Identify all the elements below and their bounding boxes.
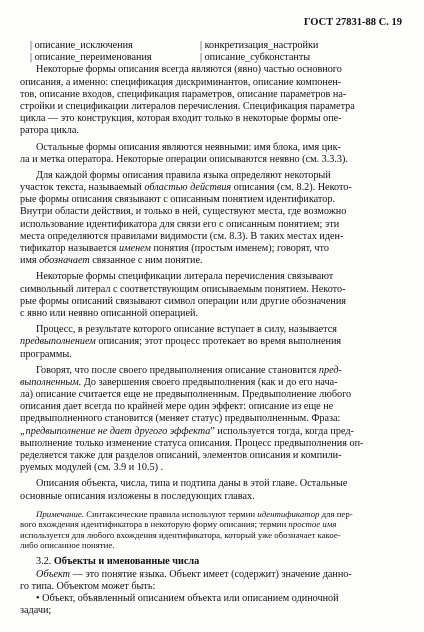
text-line: предвыполненного становится (меняет статус) предвыполненным. Фраза: <box>20 413 341 425</box>
italic-term: идентификатор <box>257 508 320 519</box>
footnote <box>20 509 405 551</box>
text-run: ” используется тогда, когда пред- <box>210 425 354 437</box>
text-line: Описания объекта, числа, типа и подтипа даны в этой главе. Остальные <box>36 478 348 490</box>
text-line: го типа. Объектом может быть: <box>20 580 156 592</box>
note-line <box>20 509 405 519</box>
italic-term: обозначает <box>39 255 90 267</box>
text-run: До завершения своего предвыполнения (как и до его нача- <box>81 376 338 388</box>
text-run: тификатор называется <box>20 243 119 254</box>
note-label: Примечание. <box>36 508 85 519</box>
text-line: Некоторые формы спецификации литерала перечисления связывают <box>36 271 334 283</box>
text-line: рые формы описаний связывают символ операции или другие обозначения <box>20 295 346 307</box>
text-run: описания (см. 8.2). Некото- <box>231 182 352 194</box>
text-line: руемых модулей (см. 3.9 и 10.5) . <box>20 462 164 474</box>
text-line: Внутри области действия, и только в ней, существуют места, где возможно <box>20 206 347 218</box>
text-line: места определяются правилами видимости (см. 8.3). В таких местах иден- <box>20 230 344 242</box>
text-line <box>20 243 405 255</box>
italic-term: Объект <box>36 568 71 580</box>
note-line <box>20 519 405 529</box>
syntax-cell: | описание_исключения <box>30 40 133 51</box>
note-line: используется для любого вхождения идентификатора, который уже обозначает какое- <box>20 529 341 540</box>
text-line <box>20 336 405 348</box>
text-line <box>20 377 405 389</box>
text-run: описания; этот процесс протекает во время выполнения <box>95 336 342 348</box>
italic-term: именем <box>118 243 151 254</box>
text-run: Синтаксические правила используют термин <box>84 508 258 519</box>
text-line: задачи; <box>20 605 52 617</box>
syntax-cell: | описание_субконстанты <box>200 52 311 64</box>
syntax-cell: | описание_переименования <box>30 52 152 64</box>
text-run: понятия (простым именем); говорят, что <box>150 243 329 254</box>
text-run: участок текста, называемый <box>20 182 145 194</box>
text-line: Для каждой формы описания правила языка определяют некоторый <box>36 169 331 181</box>
text-run: вого вхождения идентификатора в некоторую форму описания; термин <box>20 519 289 530</box>
text-line: описания дает всегда по крайней мере один эффект: описание из еще не <box>20 401 334 413</box>
text-run: для пер- <box>319 508 353 519</box>
text-line: символьный литерал с соответствующим описываемым понятием. Некото- <box>20 283 346 295</box>
text-run: имя <box>20 255 40 267</box>
body-text <box>20 40 405 617</box>
text-line: ла и метка оператора. Некоторые операции описываются неявно (см. 3.3.3). <box>20 153 348 165</box>
text-line <box>20 182 405 194</box>
text-line: основные описания изложены в последующих главах. <box>20 490 255 502</box>
italic-term: пред- <box>318 364 342 376</box>
syntax-row <box>20 52 405 64</box>
note-line: либо описанное понятие. <box>20 539 115 550</box>
text-line <box>20 365 405 377</box>
text-run: связанное с ним понятие. <box>89 255 203 267</box>
text-line: использование идентификатора для связи его с описанным понятием; эти <box>20 218 340 230</box>
text-line: ла) описание считается еще не предвыполненным. Предвыполнение любого <box>20 389 352 401</box>
text-run: — это понятие языка. Объект имеет (содержит) значение данно- <box>70 568 352 580</box>
text-line: описания, а именно: спецификация дискриминантов, описание компонен- <box>20 76 342 88</box>
syntax-cell: | конкретизация_настройки <box>200 40 319 51</box>
text-run: Говорят, что после своего предвыполнения описание становится <box>36 364 319 376</box>
text-line <box>20 426 405 438</box>
text-line: программы. <box>20 348 72 360</box>
text-line: с явно или неявно описанной операцией. <box>20 307 199 319</box>
page-header: ГОСТ 27831-88 С. 19 <box>303 17 402 28</box>
syntax-row <box>20 40 405 52</box>
italic-term: предвыполнением <box>20 336 96 348</box>
italic-term: выполненным. <box>20 376 82 388</box>
text-line: тов, описание входов, спецификация параметров, описание параметров на- <box>20 88 347 100</box>
section-number: 3.2. <box>36 556 52 568</box>
text-line: стройки и спецификации литералов перечисления. Спецификация параметра <box>20 100 355 112</box>
text-line: рые формы описания связывают с описанным понятием идентификатор. <box>20 194 335 206</box>
text-line <box>20 255 405 267</box>
text-line: Остальные формы описания являются неявными: имя блока, имя цик- <box>36 141 341 153</box>
text-line: Процесс, в результате которого описание вступает в силу, называется <box>36 324 337 336</box>
text-line: ределяется также для разделов описаний, элементов описания и компили- <box>20 450 342 461</box>
text-line: цикла — это конструкция, которая входит только в некоторые формы опе- <box>20 113 342 125</box>
section-title: Объекты и именованные числа <box>53 556 200 568</box>
section-heading <box>20 556 405 568</box>
text-line: выполнение только изменение статуса описания. Процесс предвыполнения оп- <box>20 437 364 449</box>
italic-term: областью действия <box>144 182 232 194</box>
text-line: ратора цикла. <box>20 125 79 137</box>
italic-term: простое имя <box>288 519 337 530</box>
italic-term: „предвыполнение не дает другого эффекта <box>20 425 211 437</box>
text-line: Некоторые формы описания всегда являются (явно) частью основного <box>36 64 342 76</box>
list-item: • Объект, объявленный описанием объекта или описанием одиночной <box>36 592 339 604</box>
text-line <box>20 569 405 581</box>
